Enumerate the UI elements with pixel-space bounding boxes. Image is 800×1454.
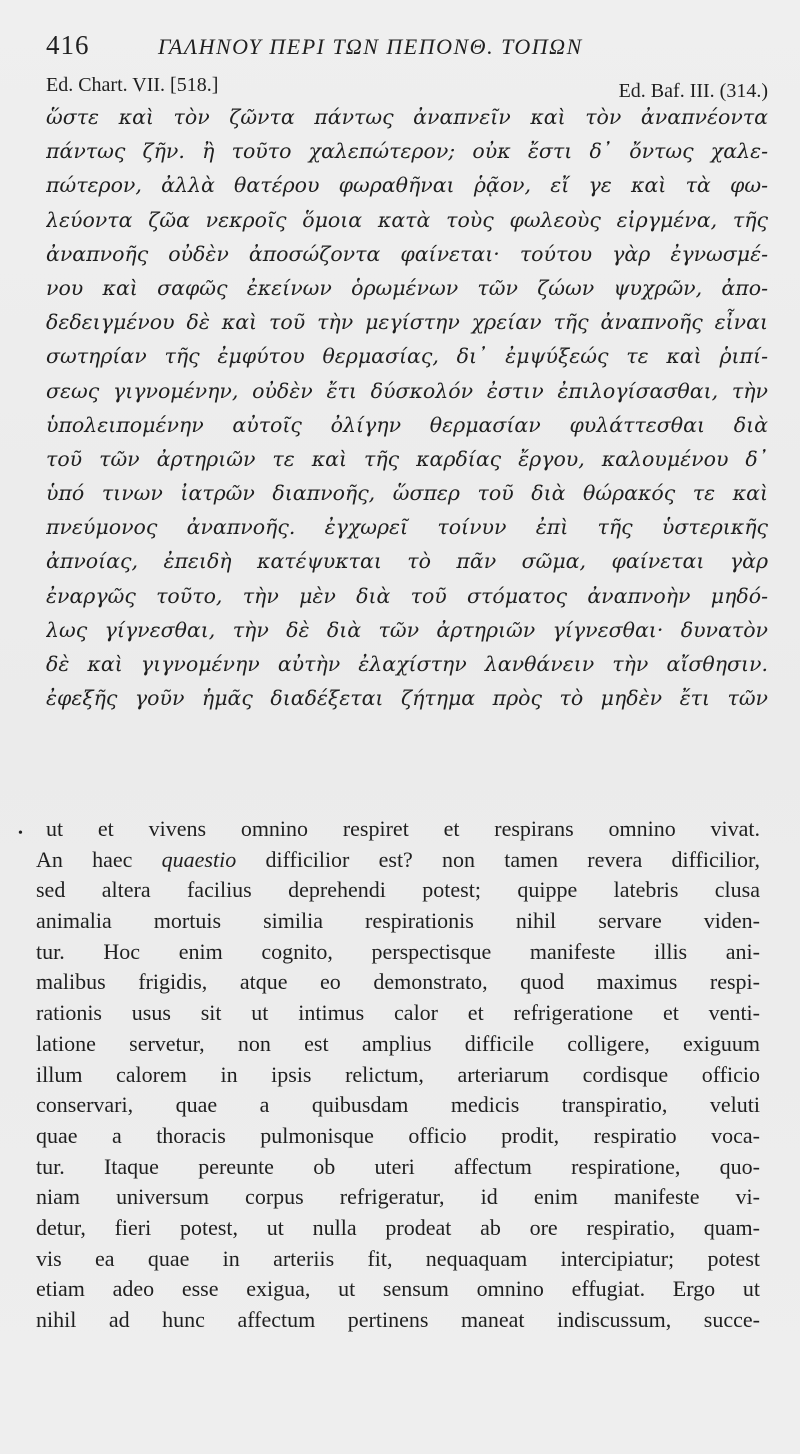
greek-line: πνεύμονος ἀναπνοῆς. ἐγχωρεῖ τοίνυν ἐπὶ τῆς ὑστερικῆς	[46, 515, 768, 540]
greek-line: σεως γιγνομένην, οὐδὲν ἔτι δύσκολόν ἐστιν ἐπιλογίσασθαι, τὴν	[46, 378, 768, 403]
latin-line: detur, fieri potest, ut nulla prodeat ab ore respiratio, quam-	[36, 1214, 760, 1240]
latin-line: tur. Itaque pereunte ob uteri affectum respiratione, quo-	[36, 1153, 760, 1179]
greek-line: ἀπνοίας, ἐπειδὴ κατέψυκται τὸ πᾶν σῶμα, φαίνεται γὰρ	[46, 549, 768, 574]
greek-line: ἐφεξῆς γοῦν ἡμᾶς διαδέξεται ζήτημα πρὸς τὸ μηδὲν ἔτι τῶν	[46, 686, 768, 711]
latin-line: animalia mortuis similia respirationis nihil servare viden-	[36, 908, 760, 934]
greek-line: ἐναργῶς τοῦτο, τὴν μὲν διὰ τοῦ στόματος ἀναπνοὴν μηδό-	[46, 583, 768, 608]
margin-dot: •	[18, 826, 23, 841]
latin-line: ut et vivens omnino respiret et respirans omnino vivat.	[46, 816, 760, 841]
latin-text-block	[36, 814, 760, 1336]
edition-reference-line	[46, 74, 768, 100]
latin-line: rationis usus sit ut intimus calor et refrigeratione et venti-	[36, 1000, 760, 1026]
latin-line: vis ea quae in arteriis fit, nequaquam intercipiatur; potest	[36, 1245, 760, 1271]
greek-line: δὲ καὶ γιγνομένην αὐτὴν ἐλαχίστην λανθάνειν τὴν αἴσθησιν.	[46, 652, 768, 676]
latin-line: illum calorem in ipsis relictum, arteriarum cordisque officio	[36, 1061, 760, 1087]
latin-text: difficilior est? non tamen revera difficilior,	[236, 846, 760, 872]
greek-line: δεδειγμένου δὲ καὶ τοῦ τὴν μεγίστην χρείαν τῆς ἀναπνοῆς εἶναι	[46, 310, 768, 335]
latin-line: niam universum corpus refrigeratur, id enim manifeste vi-	[36, 1184, 760, 1210]
page-number: 416	[46, 30, 90, 60]
greek-line: λεύοντα ζῶα νεκροῖς ὅμοια κατὰ τοὺς φωλεοὺς εἰργμένα, τῆς	[46, 207, 768, 232]
greek-line: σωτηρίαν τῆς ἐμφύτου θερμασίας, δι᾽ ἐμψύξεώς τε καὶ ῥιπί-	[46, 344, 768, 369]
edition-chartier: Ed. Chart. VII. [518.]	[46, 74, 219, 96]
greek-line: λως γίγνεσθαι, τὴν δὲ διὰ τῶν ἀρτηριῶν γίγνεσθαι· δυνατὸν	[46, 617, 768, 642]
edition-basel: Ed. Baf. III. (314.)	[618, 80, 768, 102]
greek-line: ὑπό τινων ἰατρῶν διαπνοῆς, ὥσπερ τοῦ διὰ θώρακός τε καὶ	[46, 481, 768, 506]
latin-line: tur. Hoc enim cognito, perspectisque manifeste illis ani-	[36, 938, 760, 964]
latin-italic-word: quaestio	[161, 846, 237, 872]
latin-line: latione servetur, non est amplius difficile colligere, exiguum	[36, 1030, 760, 1056]
latin-line	[36, 845, 760, 876]
latin-line: etiam adeo esse exigua, ut sensum omnino effugiat. Ergo ut	[36, 1276, 760, 1302]
greek-line: ὥστε καὶ τὸν ζῶντα πάντως ἀναπνεῖν καὶ τὸν ἀναπνέοντα	[46, 105, 768, 129]
greek-line: πώτερον, ἀλλὰ θατέρου φωραθῆναι ῥᾷον, εἴ γε καὶ τὰ φω-	[46, 173, 768, 198]
greek-line: ὑπολειπομένην αὐτοῖς ὀλίγην θερμασίαν φυλάττεσθαι διὰ	[46, 412, 768, 437]
latin-text: An haec	[36, 846, 162, 872]
greek-text-block	[46, 100, 768, 715]
greek-line: νου καὶ σαφῶς ἐκείνων ὁρωμένων τῶν ζώων ψυχρῶν, ἀπο-	[46, 275, 768, 300]
greek-line: πάντως ζῆν. ἢ τοῦτο χαλεπώτερον; οὐκ ἔστι δ᾽ ὄντως χαλε-	[46, 139, 768, 164]
latin-line: quae a thoracis pulmonisque officio prodit, respiratio voca-	[36, 1122, 760, 1148]
latin-line: malibus frigidis, atque eo demonstrato, quod maximus respi-	[36, 969, 760, 995]
greek-line: ἀναπνοῆς οὐδὲν ἀποσώζοντα φαίνεται· τούτου γὰρ ἐγνωσμέ-	[46, 241, 768, 266]
latin-line: sed altera facilius deprehendi potest; quippe latebris clusa	[36, 877, 760, 903]
latin-line: conservari, quae a quibusdam medicis transpiratio, veluti	[36, 1092, 760, 1118]
running-title: ΓΑΛΗΝΟΥ ΠΕΡΙ ΤΩΝ ΠΕΠΟΝΘ. ΤΟΠΩΝ	[158, 34, 583, 59]
greek-line: τοῦ τῶν ἀρτηριῶν τε καὶ τῆς καρδίας ἔργου, καλουμένου δ᾽	[46, 446, 768, 471]
page-header	[46, 30, 766, 66]
latin-line: nihil ad hunc affectum pertinens maneat indiscussum, succe-	[36, 1307, 760, 1332]
